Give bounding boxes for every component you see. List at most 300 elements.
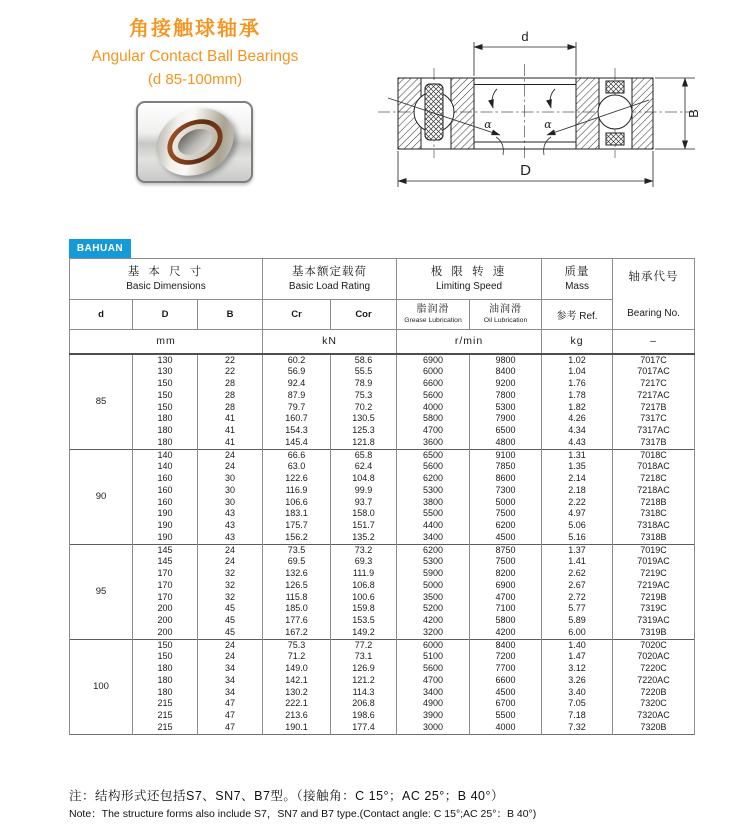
cell: 5300 [470, 402, 542, 414]
cell: 6200 [470, 520, 542, 532]
cage-section-left [425, 84, 443, 140]
cell: 7900 [470, 413, 542, 425]
cell: 3.26 [542, 675, 613, 687]
cell: 30 [198, 485, 263, 497]
cell: 154.3 [263, 425, 331, 437]
cell: 215 [133, 722, 198, 734]
cell: 5600 [397, 461, 470, 473]
bearing-cross-section-diagram [376, 14, 740, 219]
cell: 7320B [613, 722, 695, 734]
cell: 7219C [613, 568, 695, 580]
cell: 28 [198, 402, 263, 414]
cell: 32 [198, 592, 263, 604]
table-body [70, 354, 695, 735]
cell-d-group: 90 [70, 449, 133, 544]
cell: 2.62 [542, 568, 613, 580]
cell: 3400 [397, 687, 470, 699]
cell: 1.82 [542, 402, 613, 414]
header-mass: 质量 Mass [542, 259, 613, 300]
table-row [70, 520, 695, 532]
table-row [70, 639, 695, 651]
cell: 104.8 [331, 473, 397, 485]
cell: 73.1 [331, 651, 397, 663]
cell: 4500 [470, 687, 542, 699]
cell: 222.1 [263, 698, 331, 710]
cell: 116.9 [263, 485, 331, 497]
cell: 7018C [613, 449, 695, 461]
cell: 200 [133, 627, 198, 639]
cell: 132.6 [263, 568, 331, 580]
page-title [40, 16, 350, 90]
cell: 9200 [470, 378, 542, 390]
cell: 160.7 [263, 413, 331, 425]
col-d: d [70, 299, 133, 329]
cell: 180 [133, 413, 198, 425]
table-row [70, 663, 695, 675]
spec-table-wrap [69, 258, 696, 735]
cell: 9100 [470, 449, 542, 461]
cell: 45 [198, 627, 263, 639]
cell: 158.0 [331, 508, 397, 520]
cell: 1.76 [542, 378, 613, 390]
cell: 122.6 [263, 473, 331, 485]
cell: 177.4 [331, 722, 397, 734]
header-limiting-speed: 极 限 转 速 Limiting Speed [397, 259, 542, 300]
cell: 7218AC [613, 485, 695, 497]
cell: 30 [198, 473, 263, 485]
cell: 7020C [613, 639, 695, 651]
cell: 7019AC [613, 556, 695, 568]
cell: 3.12 [542, 663, 613, 675]
cell: 145.4 [263, 437, 331, 449]
cell: 130 [133, 354, 198, 367]
cell: 45 [198, 603, 263, 615]
cell: 5300 [397, 485, 470, 497]
cell: 7017C [613, 354, 695, 367]
cell: 7219AC [613, 580, 695, 592]
cell: 8400 [470, 366, 542, 378]
cell: 190 [133, 532, 198, 544]
cell: 5600 [397, 663, 470, 675]
bearing-photo [145, 96, 245, 189]
cell: 47 [198, 710, 263, 722]
cell: 66.6 [263, 449, 331, 461]
table-row [70, 532, 695, 544]
col-cr: Cr [263, 299, 331, 329]
cell-d-group: 85 [70, 354, 133, 450]
cell: 140 [133, 461, 198, 473]
cell: 7200 [470, 651, 542, 663]
cell: 7218B [613, 497, 695, 509]
cell: 126.5 [263, 580, 331, 592]
cell: 30 [198, 497, 263, 509]
cell: 3.40 [542, 687, 613, 699]
table-row [70, 354, 695, 367]
cell: 1.37 [542, 544, 613, 556]
cell: 160 [133, 497, 198, 509]
cell: 4700 [397, 425, 470, 437]
cell: 111.9 [331, 568, 397, 580]
cell: 5.06 [542, 520, 613, 532]
cell: 7219B [613, 592, 695, 604]
cell: 145 [133, 556, 198, 568]
cell: 7318AC [613, 520, 695, 532]
spec-table [69, 258, 695, 735]
cell: 73.5 [263, 544, 331, 556]
cell: 2.18 [542, 485, 613, 497]
cell: 126.9 [331, 663, 397, 675]
cell: 7217B [613, 402, 695, 414]
cell: 22 [198, 354, 263, 367]
cell: 190 [133, 520, 198, 532]
cell: 149.2 [331, 627, 397, 639]
cell: 106.6 [263, 497, 331, 509]
table-row [70, 675, 695, 687]
cell: 3400 [397, 532, 470, 544]
cell: 7300 [470, 485, 542, 497]
cell: 7319C [613, 603, 695, 615]
page-title-zh: 角接触球轴承 [129, 18, 261, 40]
cell: 140 [133, 449, 198, 461]
cell: 7317AC [613, 425, 695, 437]
cell: 22 [198, 366, 263, 378]
cell: 167.2 [263, 627, 331, 639]
cell: 213.6 [263, 710, 331, 722]
cell: 114.3 [331, 687, 397, 699]
cell-d-group: 100 [70, 639, 133, 734]
cell: 6200 [397, 544, 470, 556]
table-row [70, 568, 695, 580]
table-row [70, 497, 695, 509]
cell: 4.43 [542, 437, 613, 449]
cell: 4.97 [542, 508, 613, 520]
cell: 7020AC [613, 651, 695, 663]
cell: 4900 [397, 698, 470, 710]
cell: 34 [198, 675, 263, 687]
cell: 6000 [397, 639, 470, 651]
cell: 7100 [470, 603, 542, 615]
cell: 6500 [397, 449, 470, 461]
cell: 69.5 [263, 556, 331, 568]
cell: 5500 [470, 710, 542, 722]
cell: 92.4 [263, 378, 331, 390]
cell-d-group: 95 [70, 544, 133, 639]
header-basic-dimensions: 基 本 尺 寸 Basic Dimensions [70, 259, 263, 300]
cell: 1.78 [542, 390, 613, 402]
cell: 69.3 [331, 556, 397, 568]
cell: 135.2 [331, 532, 397, 544]
cell: 4.34 [542, 425, 613, 437]
cell: 180 [133, 675, 198, 687]
cell: 63.0 [263, 461, 331, 473]
cell: 75.3 [331, 390, 397, 402]
cell: 7019C [613, 544, 695, 556]
table-row [70, 508, 695, 520]
cell: 6700 [470, 698, 542, 710]
col-D: D [133, 299, 198, 329]
cell: 58.6 [331, 354, 397, 367]
cell: 2.14 [542, 473, 613, 485]
cell: 77.2 [331, 639, 397, 651]
table-row [70, 592, 695, 604]
dim-label-d: d [521, 29, 529, 44]
cell: 24 [198, 461, 263, 473]
cell: 206.8 [331, 698, 397, 710]
cell: 180 [133, 663, 198, 675]
cell: 177.6 [263, 615, 331, 627]
cell: 4700 [470, 592, 542, 604]
cell: 7217C [613, 378, 695, 390]
table-row [70, 580, 695, 592]
cell: 4700 [397, 675, 470, 687]
cell: 142.1 [263, 675, 331, 687]
cell: 183.1 [263, 508, 331, 520]
cell: 130 [133, 366, 198, 378]
col-B: B [198, 299, 263, 329]
cell: 215 [133, 698, 198, 710]
cell: 106.8 [331, 580, 397, 592]
table-row [70, 556, 695, 568]
table-row [70, 627, 695, 639]
page-title-range: (d 85-100mm) [147, 71, 243, 88]
cell: 7.32 [542, 722, 613, 734]
cell: 8200 [470, 568, 542, 580]
cell: 4200 [470, 627, 542, 639]
cell: 180 [133, 425, 198, 437]
cell: 5600 [397, 390, 470, 402]
cell: 24 [198, 449, 263, 461]
table-row [70, 710, 695, 722]
cell: 159.8 [331, 603, 397, 615]
cell: 32 [198, 568, 263, 580]
table-row [70, 390, 695, 402]
cell: 5100 [397, 651, 470, 663]
cell: 62.4 [331, 461, 397, 473]
cell: 24 [198, 639, 263, 651]
cell: 7317C [613, 413, 695, 425]
cell: 130.2 [263, 687, 331, 699]
cell: 8400 [470, 639, 542, 651]
cell: 115.8 [263, 592, 331, 604]
cell: 6600 [470, 675, 542, 687]
cell: 5800 [470, 615, 542, 627]
table-row [70, 485, 695, 497]
table-row [70, 687, 695, 699]
cell: 5800 [397, 413, 470, 425]
cell: 99.9 [331, 485, 397, 497]
cell: 185.0 [263, 603, 331, 615]
cell: 190 [133, 508, 198, 520]
cage-pocket-top [606, 81, 624, 93]
table-row [70, 413, 695, 425]
cell: 32 [198, 580, 263, 592]
cell: 24 [198, 651, 263, 663]
cell: 56.9 [263, 366, 331, 378]
cell: 43 [198, 520, 263, 532]
cell: 125.3 [331, 425, 397, 437]
cell: 7319B [613, 627, 695, 639]
cell: 180 [133, 687, 198, 699]
cell: 43 [198, 532, 263, 544]
unit-kn: kN [263, 330, 397, 354]
cell: 3000 [397, 722, 470, 734]
cell: 150 [133, 651, 198, 663]
cell: 3900 [397, 710, 470, 722]
cell: 3600 [397, 437, 470, 449]
unit-kg: kg [542, 330, 613, 354]
dimension-d [474, 42, 576, 76]
cell: 5.77 [542, 603, 613, 615]
cell: 2.22 [542, 497, 613, 509]
cell: 156.2 [263, 532, 331, 544]
cell: 2.67 [542, 580, 613, 592]
cell: 7218C [613, 473, 695, 485]
cell: 6000 [397, 366, 470, 378]
cell: 4000 [470, 722, 542, 734]
cell: 190.1 [263, 722, 331, 734]
cell: 7800 [470, 390, 542, 402]
cell: 60.2 [263, 354, 331, 367]
col-cor: Cor [331, 299, 397, 329]
cell: 150 [133, 402, 198, 414]
cell: 47 [198, 722, 263, 734]
cell: 7318C [613, 508, 695, 520]
cell: 1.04 [542, 366, 613, 378]
cell: 7220B [613, 687, 695, 699]
cell: 4800 [470, 437, 542, 449]
cell: 7.05 [542, 698, 613, 710]
table-row [70, 402, 695, 414]
cell: 5200 [397, 603, 470, 615]
cell: 170 [133, 580, 198, 592]
unit-bearing-dash: – [613, 330, 695, 354]
cell: 200 [133, 615, 198, 627]
cell: 28 [198, 390, 263, 402]
cell: 200 [133, 603, 198, 615]
cell: 2.72 [542, 592, 613, 604]
cell: 151.7 [331, 520, 397, 532]
product-photo [136, 101, 253, 183]
cell: 45 [198, 615, 263, 627]
cell: 6600 [397, 378, 470, 390]
col-ref: 参考 Ref. [542, 299, 613, 329]
cell: 170 [133, 568, 198, 580]
cell: 41 [198, 425, 263, 437]
cell: 3200 [397, 627, 470, 639]
cell: 70.2 [331, 402, 397, 414]
cell: 150 [133, 390, 198, 402]
cell: 9800 [470, 354, 542, 367]
cell: 7700 [470, 663, 542, 675]
cell: 1.35 [542, 461, 613, 473]
table-row [70, 544, 695, 556]
cell: 175.7 [263, 520, 331, 532]
table-row [70, 722, 695, 734]
cell: 3800 [397, 497, 470, 509]
cell: 5500 [397, 508, 470, 520]
cell: 149.0 [263, 663, 331, 675]
cell: 153.5 [331, 615, 397, 627]
cell: 8750 [470, 544, 542, 556]
cell: 100.6 [331, 592, 397, 604]
cell: 160 [133, 485, 198, 497]
cell: 93.7 [331, 497, 397, 509]
cell: 1.40 [542, 639, 613, 651]
cell: 7500 [470, 508, 542, 520]
cell: 7319AC [613, 615, 695, 627]
cell: 78.9 [331, 378, 397, 390]
cell: 160 [133, 473, 198, 485]
cell: 150 [133, 639, 198, 651]
dim-label-D: D [520, 162, 531, 179]
cell: 7318B [613, 532, 695, 544]
note-zh: 注：结构形式还包括S7、SN7、B7型。（接触角：C 15°；AC 25°；B 40°） [69, 789, 505, 803]
cell: 1.47 [542, 651, 613, 663]
cell: 4000 [397, 402, 470, 414]
cell: 7017AC [613, 366, 695, 378]
cell: 24 [198, 556, 263, 568]
cell: 47 [198, 698, 263, 710]
cell: 34 [198, 663, 263, 675]
cell: 34 [198, 687, 263, 699]
cell: 7018AC [613, 461, 695, 473]
unit-rmin: r/min [397, 330, 542, 354]
table-row [70, 698, 695, 710]
cell: 121.8 [331, 437, 397, 449]
cell: 6900 [397, 354, 470, 367]
cell: 28 [198, 378, 263, 390]
cell: 6900 [470, 580, 542, 592]
cell: 4200 [397, 615, 470, 627]
cell: 145 [133, 544, 198, 556]
cell: 5000 [397, 580, 470, 592]
table-row [70, 378, 695, 390]
header-bearing-no: 轴承代号 Bearing No. [613, 259, 695, 330]
cell: 8600 [470, 473, 542, 485]
cell: 5.89 [542, 615, 613, 627]
cell: 43 [198, 508, 263, 520]
cell: 180 [133, 437, 198, 449]
cell: 4500 [470, 532, 542, 544]
cell: 87.9 [263, 390, 331, 402]
cell: 65.8 [331, 449, 397, 461]
table-row [70, 437, 695, 449]
brand-tab: BAHUAN [69, 239, 131, 258]
cell: 5000 [470, 497, 542, 509]
col-grease-lubrication: 脂润滑 Grease Lubrication [397, 299, 470, 329]
cell: 41 [198, 413, 263, 425]
table-row [70, 449, 695, 461]
cell: 4.26 [542, 413, 613, 425]
page-title-en: Angular Contact Ball Bearings [91, 48, 299, 65]
table-row [70, 615, 695, 627]
cell: 73.2 [331, 544, 397, 556]
unit-mm: mm [70, 330, 263, 354]
cell: 55.5 [331, 366, 397, 378]
cell: 198.6 [331, 710, 397, 722]
cell: 1.02 [542, 354, 613, 367]
table-row [70, 461, 695, 473]
header-basic-load-rating: 基本额定载荷 Basic Load Rating [263, 259, 397, 300]
cell: 7220C [613, 663, 695, 675]
col-oil-lubrication: 油润滑 Oil Lubrication [470, 299, 542, 329]
cell: 150 [133, 378, 198, 390]
table-row [70, 366, 695, 378]
cell: 24 [198, 544, 263, 556]
table-row [70, 425, 695, 437]
dim-label-B: B [686, 109, 701, 118]
cell: 1.31 [542, 449, 613, 461]
